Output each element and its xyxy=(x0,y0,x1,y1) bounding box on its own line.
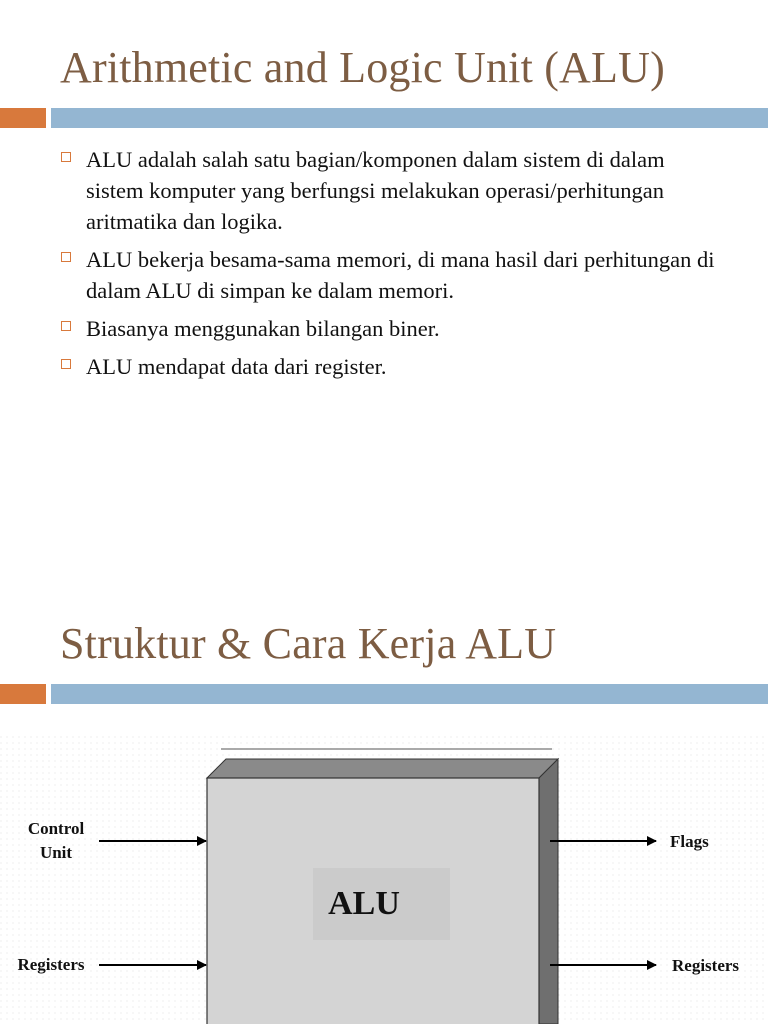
slide-title: Arithmetic and Logic Unit (ALU) xyxy=(60,43,665,92)
output-label-registers: Registers xyxy=(672,956,740,975)
slide-title: Struktur & Cara Kerja ALU xyxy=(60,619,557,668)
square-bullet-icon xyxy=(61,359,71,369)
title-divider xyxy=(0,108,768,128)
input-label-unit: Unit xyxy=(39,843,73,862)
title-divider xyxy=(0,684,768,704)
bullet-text: ALU mendapat data dari register. xyxy=(86,354,387,379)
square-bullet-icon xyxy=(61,321,71,331)
divider-accent-blue xyxy=(51,108,768,128)
bullet-item xyxy=(60,313,720,344)
alu-box-top-face xyxy=(207,759,558,778)
bullet-text: ALU bekerja besama-sama memori, di mana hasil dari perhitungan di dalam ALU di simpan ke dalam memori. xyxy=(86,247,715,303)
slide-alu-structure xyxy=(0,576,768,1024)
bullet-item xyxy=(60,144,720,237)
alu-diagram xyxy=(0,706,768,1024)
alu-label: ALU xyxy=(328,885,400,922)
bullet-item xyxy=(60,351,720,382)
input-label-registers: Registers xyxy=(17,955,85,974)
alu-box-side-face xyxy=(539,759,558,1024)
divider-accent-blue xyxy=(51,684,768,704)
bullet-text: Biasanya menggunakan bilangan biner. xyxy=(86,316,440,341)
bullet-item xyxy=(60,244,720,306)
bullet-list xyxy=(60,144,720,389)
bullet-text: ALU adalah salah satu bagian/komponen dalam sistem di dalam sistem komputer yang berfungsi melakukan operasi/perhitungan aritmatika dan logika. xyxy=(86,147,665,234)
input-label-control: Control xyxy=(27,819,85,838)
output-label-flags: Flags xyxy=(670,832,709,851)
square-bullet-icon xyxy=(61,152,71,162)
square-bullet-icon xyxy=(61,252,71,262)
divider-accent-orange xyxy=(0,684,46,704)
divider-accent-orange xyxy=(0,108,46,128)
